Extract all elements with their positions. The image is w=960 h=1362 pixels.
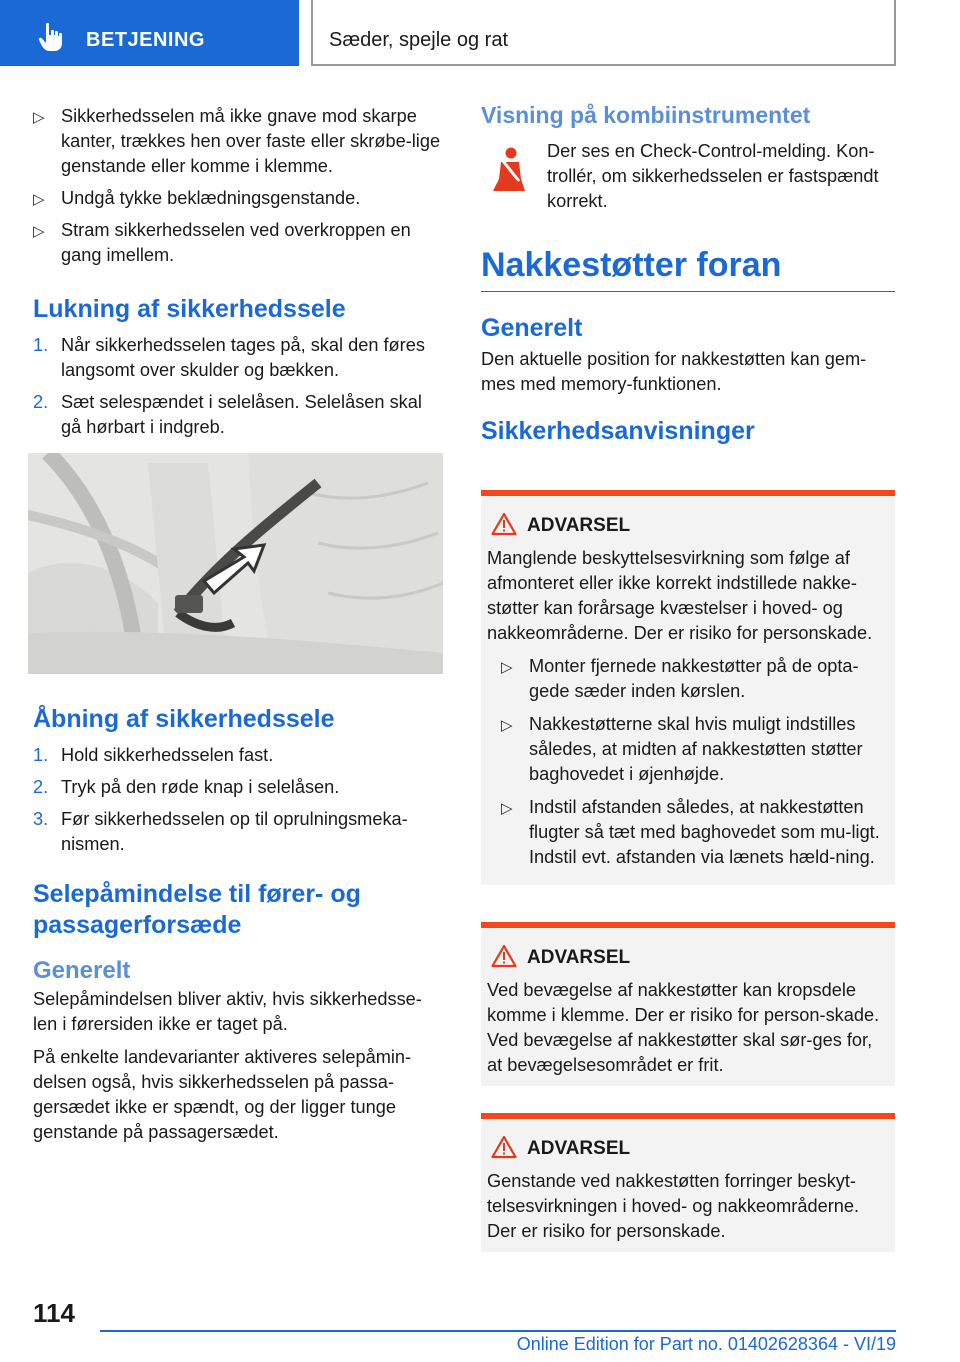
reminder-title: Selepåmindelse til fører- og passagerforsæde [33, 880, 361, 939]
list-item: 2. Sæt selespændet i selelåsen. Selelåsen skal gå hørbart i indgreb. [33, 392, 422, 437]
seatbelt-photo [28, 453, 443, 674]
page-number: 114 [33, 1298, 75, 1328]
list-item: ▷ Indstil afstanden således, at nakkestøtten flugter så tæt med baghovedet som mu-ligt. Indstil evt. afstanden via lænets hæld-ning. [501, 797, 880, 867]
triangle-bullet-icon: ▷ [501, 800, 513, 817]
safety-title: Sikkerhedsanvisninger [481, 417, 755, 445]
right-column [481, 100, 895, 446]
triangle-bullet-icon: ▷ [501, 659, 513, 676]
triangle-bullet-icon: ▷ [501, 717, 513, 734]
left-column [33, 100, 443, 447]
warning-title: ADVARSEL [487, 946, 889, 970]
warning-triangle-icon [491, 1135, 517, 1159]
list-item: 2. Tryk på den røde knap i selelåsen. [33, 777, 340, 797]
chapter-title: Sæder, spejle og rat [329, 29, 508, 51]
warning-text: Ved bevægelse af nakkestøtter kan kropsdele komme i klemme. Der er risiko for person-skade. Ved bevægelse af nakkestøtter skal sør-ges for, at bevægelsesområdet er frit. [487, 980, 880, 1075]
reminder-subtitle: Generelt [33, 957, 131, 984]
general-title: Generelt [481, 314, 583, 342]
hand-pointer-icon [38, 22, 64, 52]
footer-divider [100, 1330, 896, 1332]
paragraph: Den aktuelle position for nakkestøtten kan gem-mes med memory-funktionen. [481, 349, 867, 394]
list-item: ▷ Undgå tykke beklædningsgenstande. [33, 186, 443, 211]
warning-box [481, 490, 895, 885]
triangle-bullet-icon: ▷ [33, 223, 45, 240]
closing-title: Lukning af sikkerhedssele [33, 295, 346, 323]
warning-text: Genstande ved nakkestøtten forringer beskyt-telsesvirkningen i hoved- og nakkeområderne. Der er risiko for personskade. [487, 1171, 860, 1241]
edition-text: Online Edition for Part no. 01402628364 - VI/19 [516, 1334, 896, 1354]
list-item: ▷ Nakkestøtterne skal hvis muligt indstilles således, at midten af nakkestøtten støtter baghovedet i øjenhøjde. [501, 714, 863, 784]
left-column-lower [33, 704, 443, 1153]
warning-box [481, 922, 895, 1086]
list-item: ▷ Sikkerhedsselen må ikke gnave mod skarpe kanter, trækkes hen over faste eller skrøbe-lige genstande eller komme i klemme. [33, 106, 441, 176]
list-item: 1. Hold sikkerhedsselen fast. [33, 745, 274, 765]
list-item: 1. Når sikkerhedsselen tages på, skal den føres langsomt over skulder og bækken. [33, 335, 425, 380]
list-item: ▷ Stram sikkerhedsselen ved overkroppen en gang imellem. [33, 220, 411, 265]
triangle-bullet-icon: ▷ [33, 191, 45, 208]
display-text: Der ses en Check-Control-melding. Kon-trollér, om sikkerhedsselen er fastspændt korrekt. [547, 141, 879, 211]
triangle-bullet-icon: ▷ [33, 109, 45, 126]
seatbelt-warning-icon [489, 145, 529, 193]
display-title: Visning på kombiinstrumentet [481, 102, 811, 128]
warning-text: Manglende beskyttelsesvirkning som følge af afmonteret eller ikke korrekt indstillede nakke-støtter kan forårsage kvæstelser i hoved- og nakkeområderne. Der er risiko for personskade. [487, 548, 873, 643]
warning-triangle-icon [491, 512, 517, 536]
warning-title: ADVARSEL [487, 1137, 889, 1161]
list-item: ▷ Monter fjernede nakkestøtter på de opta-gede sæder inden kørslen. [501, 656, 859, 701]
opening-title: Åbning af sikkerhedssele [33, 705, 335, 733]
chapter-header [311, 0, 896, 66]
warning-triangle-icon [491, 944, 517, 968]
paragraph: Selepåmindelsen bliver aktiv, hvis sikkerhedsse-len i førersiden ikke er taget på. [33, 989, 422, 1034]
headrest-title: Nakkestøtter foran [481, 246, 895, 292]
warning-box [481, 1113, 895, 1252]
list-item: 3. Før sikkerhedsselen op til oprulningsmeka-nismen. [33, 809, 408, 854]
section-label: BETJENING [86, 29, 205, 51]
section-tab[interactable] [0, 0, 299, 66]
warning-title: ADVARSEL [487, 514, 889, 538]
paragraph: På enkelte landevarianter aktiveres selepåmin-delsen også, hvis sikkerhedsselen på passa-gersædet ikke er spændt, og der ligger tunge genstande på passagersædet. [33, 1047, 412, 1142]
